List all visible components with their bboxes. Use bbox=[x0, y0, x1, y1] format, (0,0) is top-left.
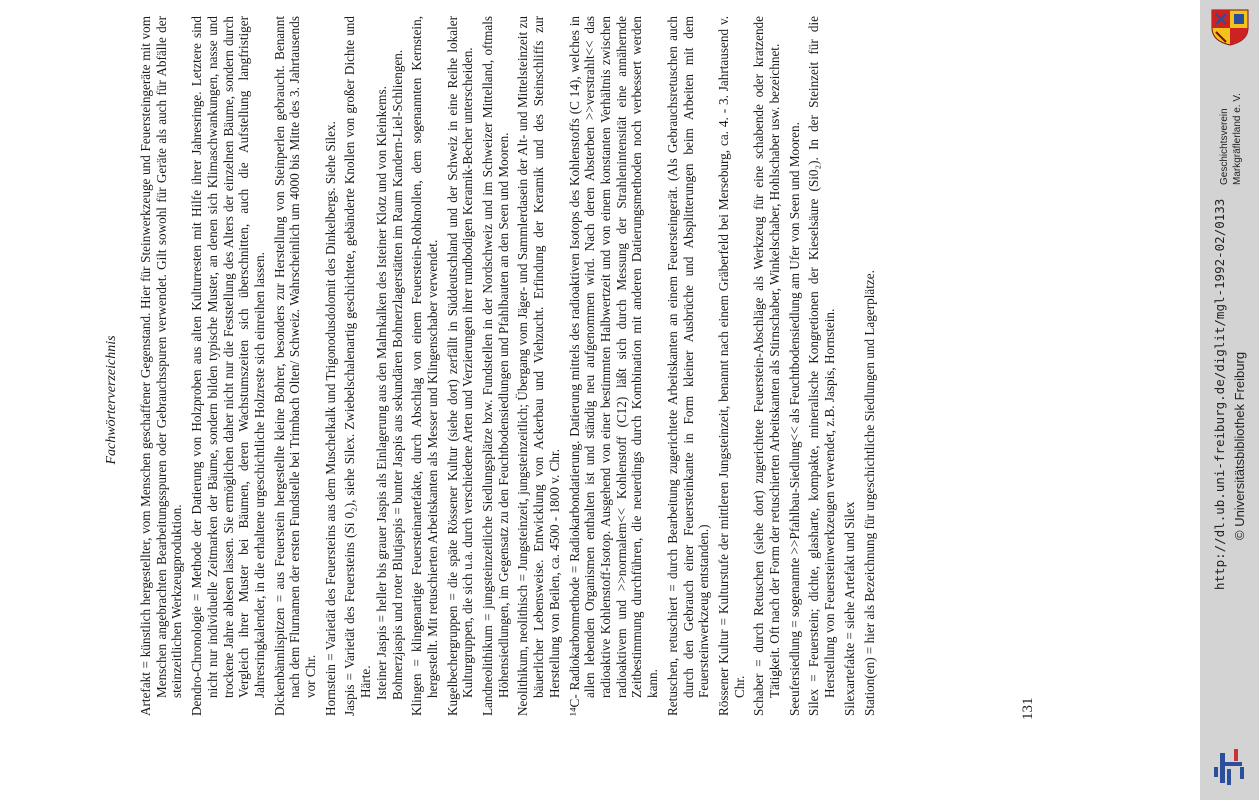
entry-dendro-chronologie: Dendro-Chronologie = Methode der Datierung von Holzproben aus alten Kulturresten mit Hilfe ihrer Jahresringe. Letztere sind nicht nur individuelle Zeitmarken der Bäume, sondern bilden typische Muster, an denen sich Klimaschwankungen, nasse und trockene Jahre ablesen lassen. Sie ermöglichen daher nicht nur die Feststellung des Alters der einzelnen Bäume, sondern durch Vergleich ihrer Muster bei Bäumen, deren Wachstumszeiten sich überschnitten, auch die Aufstellung langfristiger Jahresringkalender, in die erhaltene urgeschichtliche Holzreste sich einreihen lassen. bbox=[189, 16, 267, 716]
entry-jaspis-isteiner: Isteiner Jaspis = heller bis grauer Jaspis als Einlagerung aus den Malmkalken des Isteiner Klotz und von Kleinkems. bbox=[373, 86, 389, 700]
page-header: Fachwörterverzeichnis bbox=[104, 335, 119, 465]
viewer-sidebar bbox=[1200, 0, 1259, 800]
entry-schaber: Schaber = durch Retuschen (siehe dort) zugerichtete Feuerstein-Abschläge als Werkzeug für eine schabende oder kratzende Tätigkeit. Oft nach der Form der retuschierten Arbeitskanten als Stirnschaber, Winkelschaber, Hohlschaber usw. bezeichnet. bbox=[751, 16, 783, 716]
entry-jaspis-bohnerz: Bohnerzjaspis und roter Blutjaspis = bunter Jaspis aus sekundären Bohnerzlagerstätten im Raum Kandern-Liel-Schliengen. bbox=[389, 49, 405, 700]
entry-silexartefakte: Silexartefakte = siehe Artefakt und Silex bbox=[841, 501, 857, 716]
permalink-url[interactable]: http://dl.ub.uni-freiburg.de/diglit/mgl-1992-02/0133 bbox=[1212, 198, 1227, 590]
page-number: 131 bbox=[1020, 697, 1036, 720]
entry-landneolithikum: Landneolithikum = jungsteinzeitliche Siedlungsplätze bzw. Fundstellen in der Nordschweiz und im Schweizer Mittelland, oftmals Höhensiedlungen, im Gegensatz zu den Feuchtbodensiedlungen und Pfahlbauten an den Seen und Mooren. bbox=[480, 16, 511, 716]
glossary-body bbox=[138, 16, 881, 716]
entry-hornstein: Hornstein = Varietät des Feuersteins aus dem Muschelkalk und Trigonodusdolomit des Dinkelbergs. Siehe Silex. bbox=[322, 121, 338, 716]
library-logo-icon[interactable] bbox=[1210, 745, 1250, 787]
entry-neolithikum: Neolithikum, neolithisch = Jungsteinzeit, jungsteinzeitlich; Übergang vom Jäger- und Sammlerdasein der Alt- und Mittelsteinzeit zu bäuerlicher Lebensweise. Entwicklung von Ackerbau und Viehzucht. Erfindung der Keramik und des Steinschliffs zur Herstellung von Beilen, ca. 4500 - 1800 v. Chr. bbox=[515, 16, 562, 716]
entry-stationen: Station(en) = hier als Bezeichnung für urgeschichtliche Siedlungen und Lagerplätze. bbox=[861, 270, 877, 716]
entry-dickenbaennlispitzen: Dickenbännlispitzen = aus Feuerstein hergestellte kleine Bohrer, besonders zur Herstellung von Steinperlen gebraucht. Benannt nach dem Flurnamen der ersten Fundstelle bei Trimbach Olten/ Schweiz. Wahrscheinlich um 4000 bis Mitte des 3. Jahrtausends vor Chr. bbox=[271, 16, 319, 716]
entry-jaspis: Jaspis = Varietät des Feuersteins (Si 0₂), siehe Silex. Zwiebelschalenartig geschichtete, gebänderte Knollen von großer Dichte und Härte. Isteiner Jaspis = heller bis grauer Jaspis als Einlagerung aus den Malmkalken des Isteiner Klotz und von Kleinkems. Bohnerzjaspis und roter Blutjaspis = bunter Jaspis aus sekundären Bohnerzlagerstätten im Raum Kandern-Liel-Schliengen. bbox=[342, 16, 405, 716]
entry-seeufersiedlung: Seeufersiedlung = sogenannte >>Pfahlbau-Siedlung<< als Feuchtbodensiedlung am Ufer von Seen und Mooren. bbox=[786, 122, 802, 716]
association-line2: Markgräflerland e. V. bbox=[1232, 93, 1243, 185]
entry-roessener-kultur: Rössener Kultur = Kulturstufe der mittleren Jungsteinzeit, benannt nach einem Gräberfeld bei Merseburg, ca. 4. - 3. Jahrtausend v. Chr. bbox=[715, 16, 747, 716]
copyright-text: © Universitätsbibliothek Freiburg bbox=[1232, 351, 1247, 540]
association-line1: Geschichtsverein bbox=[1219, 108, 1230, 185]
entry-silex: Silex = Feuerstein; dichte, glasharte, kompakte, mineralische Kongretionen der Kieselsäure (Si0₂). In der Steinzeit für die Herstellung von Feuersteinwerkzeugen verwendet, z.B. Jaspis, Hornstein. bbox=[806, 16, 838, 716]
association-label bbox=[1205, 55, 1255, 185]
entry-retuschen: Retuschen, retuschiert = durch Bearbeitung zugerichtete Arbeitskanten an einem Feuersteingerät. (Als Gebrauchsretuschen auch durch den Gebrauch einer Feuersteinkante in Form kleiner Ausbrüche und Absplitterungen beim Arbeiten mit dem Feuersteinwerkzeug entstanden.) bbox=[664, 16, 712, 716]
entry-artefakt: Artefakt = künstlich hergestellter, vom Menschen geschaffener Gegenstand. Hier für Steinwerkzeuge und Feuersteingeräte mit vom Menschen angebrachten Bearbeitungsspuren oder Gebrauchsspuren verwendet. Gilt sowohl für Geräte als auch für Abfälle der steinzeitlichen Werkzeugproduktion. bbox=[138, 16, 185, 716]
permalink-block bbox=[1200, 200, 1259, 620]
crest-icon[interactable] bbox=[1210, 8, 1250, 46]
entry-radiokarbonmethode: ¹⁴C- Radiokarbonmethode = Radiokarbondatierung. Datierung mittels des radioaktiven Isotops des Kohlenstoffs (C 14), welches in allen lebenden Organismen enthalten ist und ständig neu aufgenommen wird. Nach deren Absterben >>verstrahlt<< das radioaktive Kohlenstoff-Isotop. Ausgehend von einer bestimmten Halbwertzeit und von einem konstanten Verhältnis zwischen radioaktivem und >>normalem<< Kohlenstoff (C12) läßt sich durch Messung der Strahlenintensität eine annähernde Zeitbestimmung durchführen, die neuerdings durch Kombination mit anderen Datierungsmethoden noch verbessert werden kann. bbox=[566, 16, 661, 716]
entry-kugelbechergruppen: Kugelbechergruppen = die späte Rössener Kultur (siehe dort) zerfällt in Süddeutschland und der Schweiz in eine Reihe lokaler Kulturgruppen, die sich u.a. durch verschiedene Arten und Verzierungen ihrer rundbodigen Keramik-Becher unterscheiden. bbox=[444, 16, 476, 716]
entry-klingen: Klingen = klingenartige Feuersteinartefakte, durch Abschlag von einem Feuerstein-Rohknollen, dem sogenannten Kernstein, hergestellt. Mit retuschierten Arbeitskanten als Messer und Klingenschaber verwendet. bbox=[409, 16, 440, 716]
